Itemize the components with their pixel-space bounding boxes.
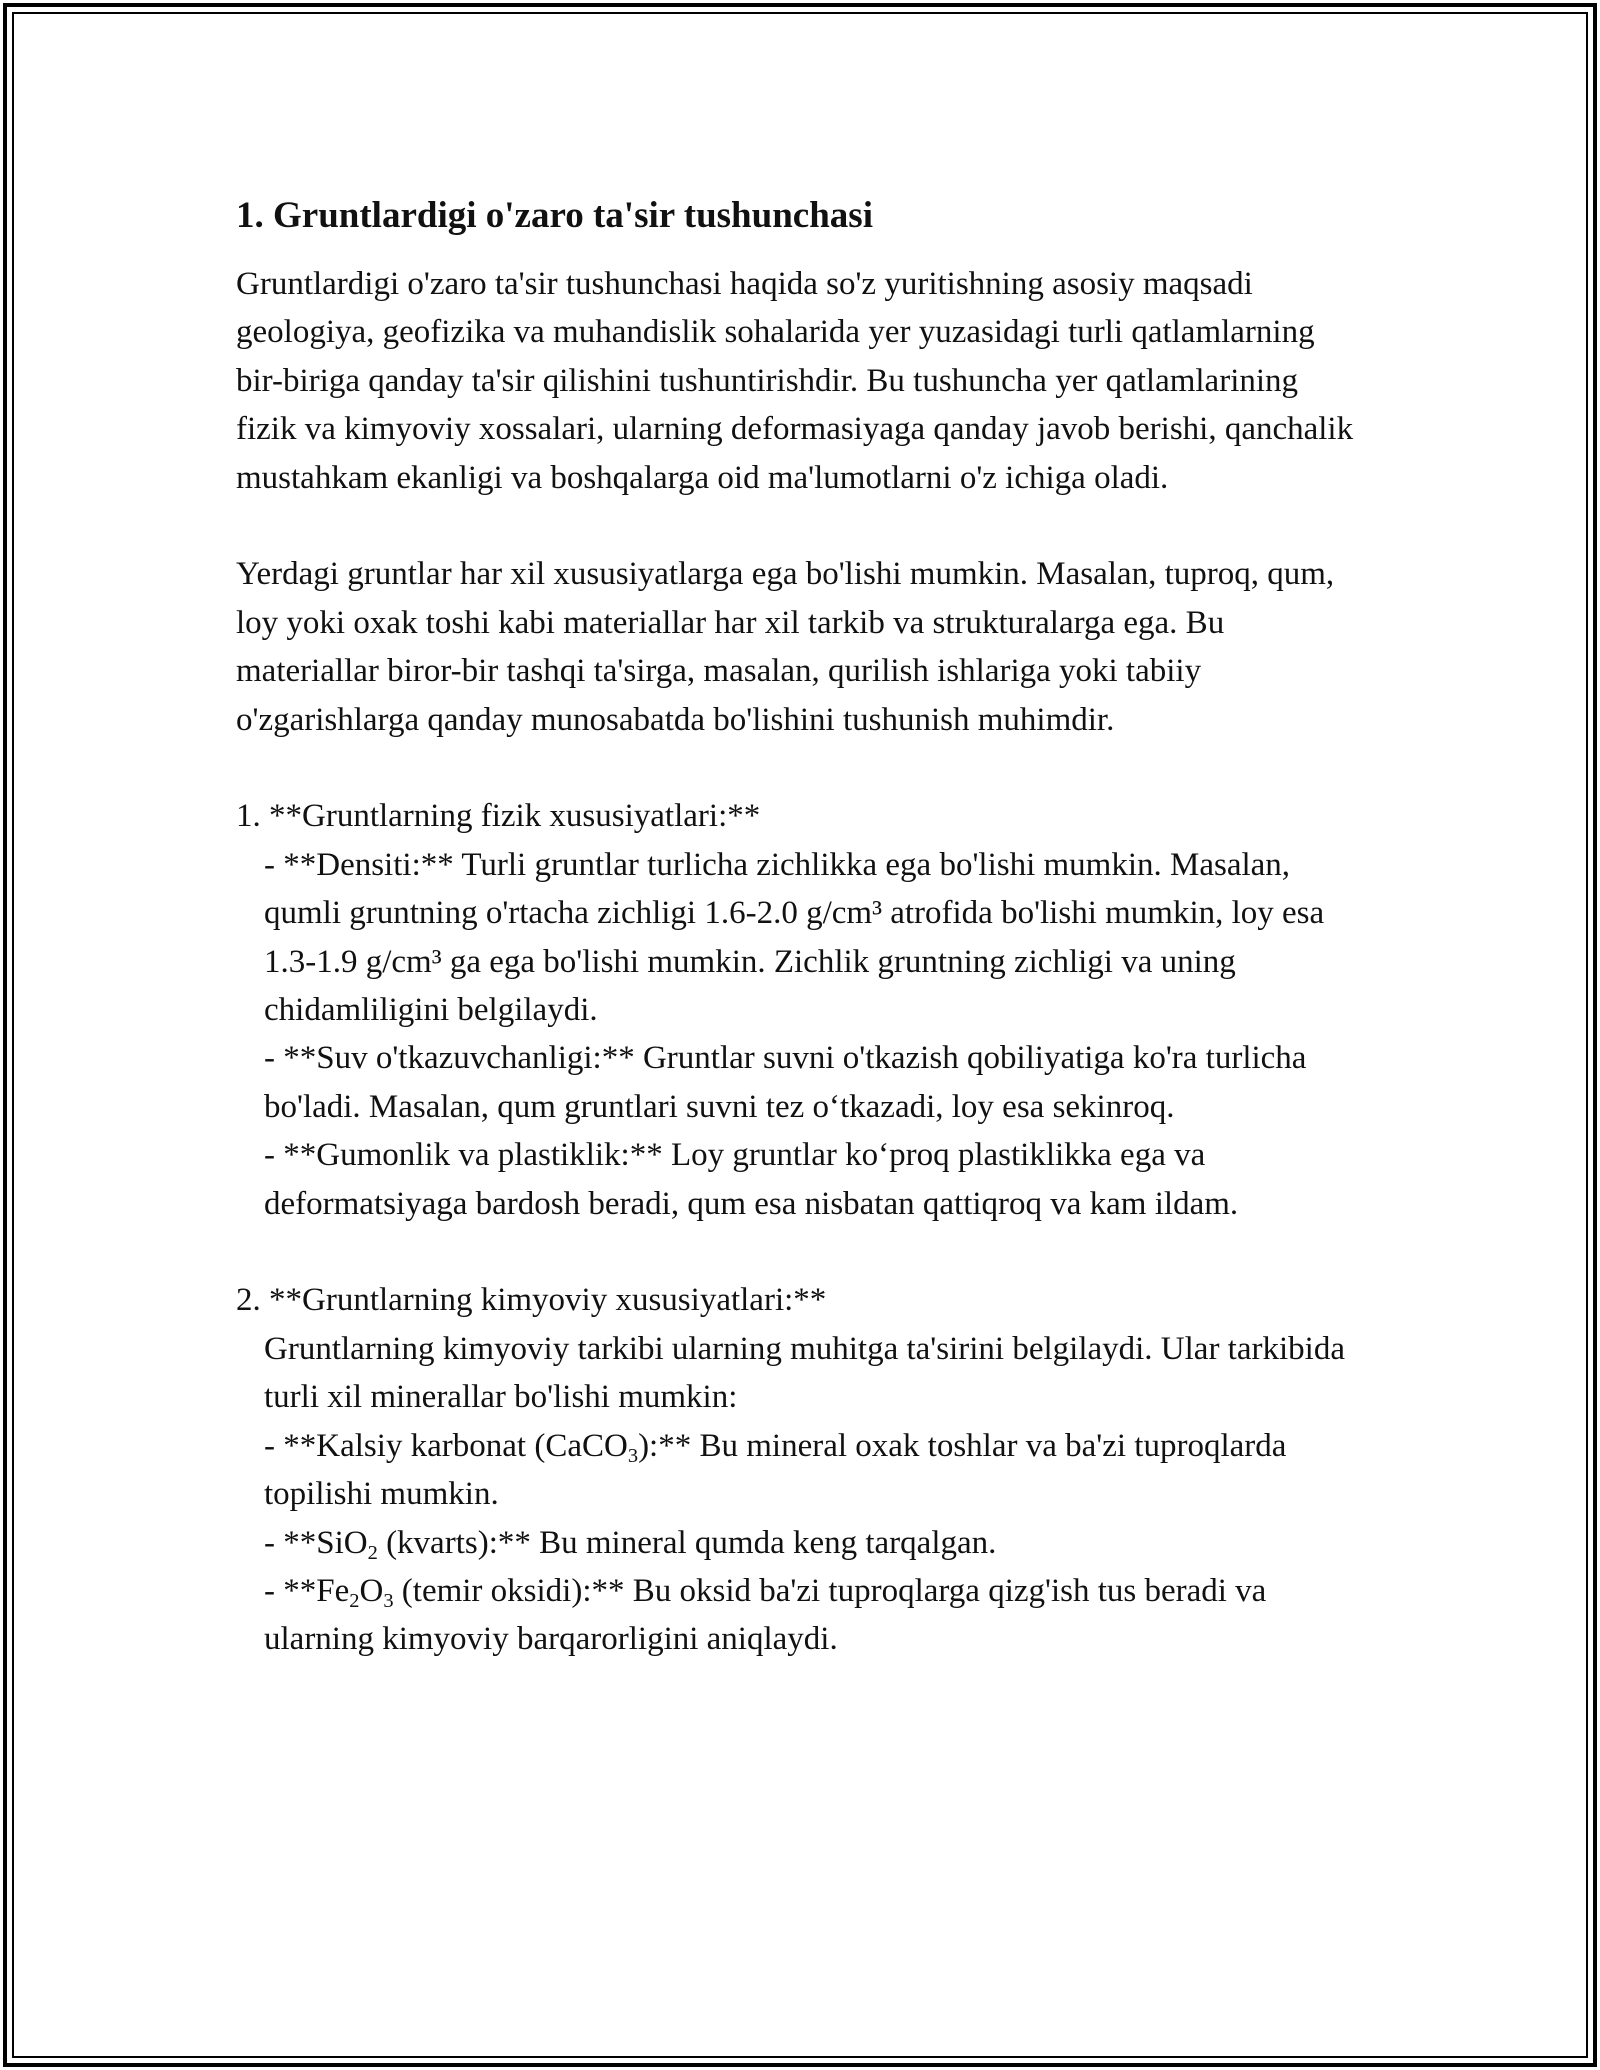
chemical-properties-title: 2. **Gruntlarning kimyoviy xususiyatlari:**: [236, 1282, 827, 1319]
calcium-carbonate-item: - **Kalsiy karbonat (CaCO$_3$):** Bu mineral oxak toshlar va ba'zi tuproqlarda topilishi mumkin.: [264, 1427, 1287, 1513]
paragraph-gap: [236, 502, 1366, 550]
document-text: [236, 260, 1366, 1664]
quartz-item: - **SiO$_2$ (kvarts):** Bu mineral qumda keng tarqalgan.: [264, 1524, 997, 1564]
paragraph-gap: [236, 1228, 1366, 1276]
iron-oxide-item: - $**Fe_2O_3$ (temir oksidi):** Bu oksid ba'zi tuproqlarga qizg'ish tus beradi va ularning kimyoviy barqarorligini aniqlaydi.: [264, 1572, 1267, 1658]
permeability-item: - **Suv o'tkazuvchanligi:** Gruntlar suvni o'tkazish qobiliyatiga ko'ra turlicha bo'ladi. Masalan, qum gruntlari suvni tez o‘tkazadi, loy esa sekinroq.: [264, 1040, 1307, 1125]
physical-properties-title: 1. **Gruntlarning fizik xususiyatlari:**: [236, 798, 761, 835]
section-heading: 1. Gruntlardigi o'zaro ta'sir tushunchasi: [236, 195, 873, 236]
density-item: - **Densiti:** Turli gruntlar turlicha zichlikka ega bo'lishi mumkin. Masalan, qumli gruntning o'rtacha zichligi 1.6-2.0 g/cm³ atrofida bo'lishi mumkin, loy esa 1.3-1.9 g/cm³ ga ega bo'lishi mumkin. Zichlik gruntning zichligi va uning chidamliligini belgilaydi.: [264, 846, 1325, 1029]
soil-types-paragraph: Yerdagi gruntlar har xil xususiyatlarga ega bo'lishi mumkin. Masalan, tuproq, qum, loy yoki oxak toshi kabi materiallar har xil tarkib va strukturalarga ega. Bu materiallar biror-bir tashqi ta'sirga, masalan, qurilish ishlariga yoki tabiiy o'zgarishlarga qanday munosabatda bo'lishini tushunish muhimdir.: [236, 556, 1335, 738]
document-body: [236, 180, 1366, 1664]
plasticity-item: - **Gumonlik va plastiklik:** Loy gruntlar ko‘proq plastiklikka ega va deformatsiyaga bardosh beradi, qum esa nisbatan qattiqroq va kam ildam.: [264, 1137, 1239, 1222]
intro-paragraph: Gruntlardigi o'zaro ta'sir tushunchasi haqida so'z yuritishning asosiy maqsadi geologiya, geofizika va muhandislik sohalarida yer yuzasidagi turli qatlamlarning bir-biriga qanday ta'sir qilishini tushuntirishdir. Bu tushuncha yer qatlamlarining fizik va kimyoviy xossalari, ularning deformasiyaga qanday javob berishi, qanchalik mustahkam ekanligi va boshqalarga oid ma'lumotlarni o'z ichiga oladi.: [236, 266, 1354, 496]
chemical-intro: Gruntlarning kimyoviy tarkibi ularning muhitga ta'sirini belgilaydi. Ular tarkibida turli xil minerallar bo'lishi mumkin:: [264, 1330, 1345, 1416]
paragraph-gap: [236, 744, 1366, 792]
